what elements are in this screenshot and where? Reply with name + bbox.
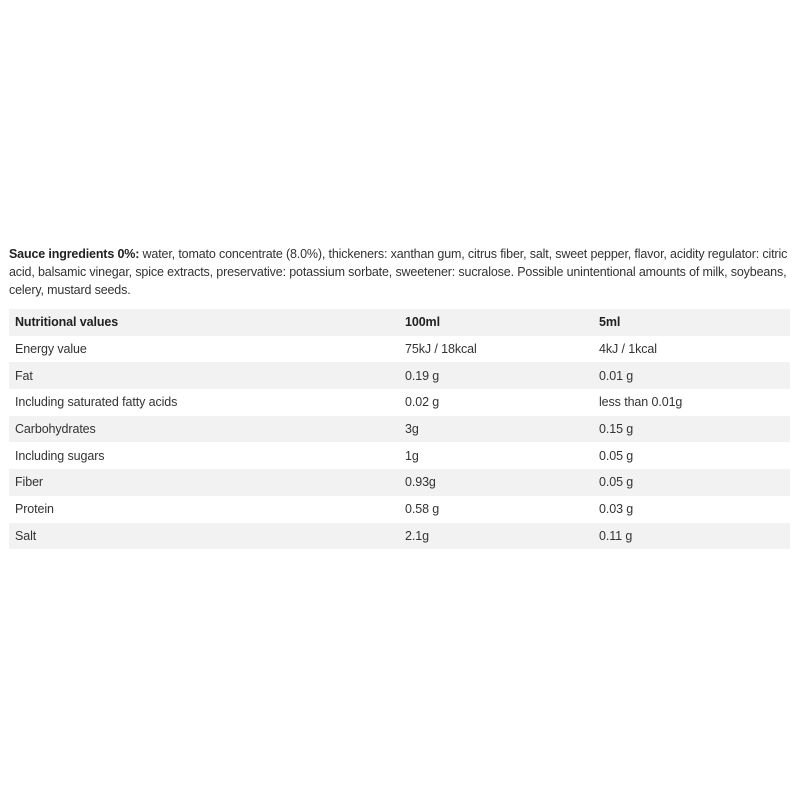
table-row [9, 496, 790, 523]
nutrient-name: Protein [15, 502, 54, 517]
nutrient-name: Energy value [15, 342, 87, 357]
value-100ml: 0.02 g [405, 395, 440, 410]
table-row [9, 469, 790, 496]
value-5ml: 0.01 g [599, 368, 634, 383]
value-5ml: 0.05 g [599, 448, 634, 463]
value-100ml: 0.19 g [405, 368, 440, 383]
nutrient-name: Including saturated fatty acids [15, 395, 178, 410]
value-100ml: 0.58 g [405, 502, 440, 517]
header-nutritional-values: Nutritional values [15, 315, 119, 330]
table-row [9, 416, 790, 443]
table-row [9, 336, 790, 363]
table-row [9, 362, 790, 389]
value-5ml: less than 0.01g [599, 395, 683, 410]
header-per-5ml: 5ml [599, 315, 621, 330]
product-description [9, 245, 791, 549]
table-row [9, 523, 790, 550]
table-row [9, 389, 790, 416]
nutrient-name: Including sugars [15, 448, 105, 463]
table-row [9, 442, 790, 469]
header-per-100ml: 100ml [405, 315, 440, 330]
nutrition-table [9, 309, 790, 549]
value-100ml: 0.93g [405, 475, 436, 490]
value-5ml: 0.03 g [599, 502, 634, 517]
value-100ml: 3g [405, 422, 419, 437]
value-5ml: 0.05 g [599, 475, 634, 490]
value-5ml: 4kJ / 1kcal [599, 342, 657, 357]
ingredients-text: water, tomato concentrate (8.0%), thickeners: xanthan gum, citrus fiber, salt, sweet pepper, flavor, acidity regulator: citric acid, balsamic vinegar, spice extracts, preservative: potassium sorbate, sweetener: sucralose. Possible unintentional amounts of milk, soybeans, celery, mustard seeds. [9, 247, 788, 297]
nutrient-name: Carbohydrates [15, 422, 96, 437]
nutrient-name: Fat [15, 368, 33, 383]
value-100ml: 2.1g [405, 528, 429, 543]
nutrient-name: Fiber [15, 475, 43, 490]
ingredients-paragraph [9, 245, 791, 299]
value-100ml: 75kJ / 18kcal [405, 342, 477, 357]
value-100ml: 1g [405, 448, 419, 463]
value-5ml: 0.11 g [599, 528, 633, 543]
table-header-row [9, 309, 790, 336]
value-5ml: 0.15 g [599, 422, 634, 437]
ingredients-label: Sauce ingredients 0%: [9, 247, 140, 261]
nutrient-name: Salt [15, 528, 37, 543]
